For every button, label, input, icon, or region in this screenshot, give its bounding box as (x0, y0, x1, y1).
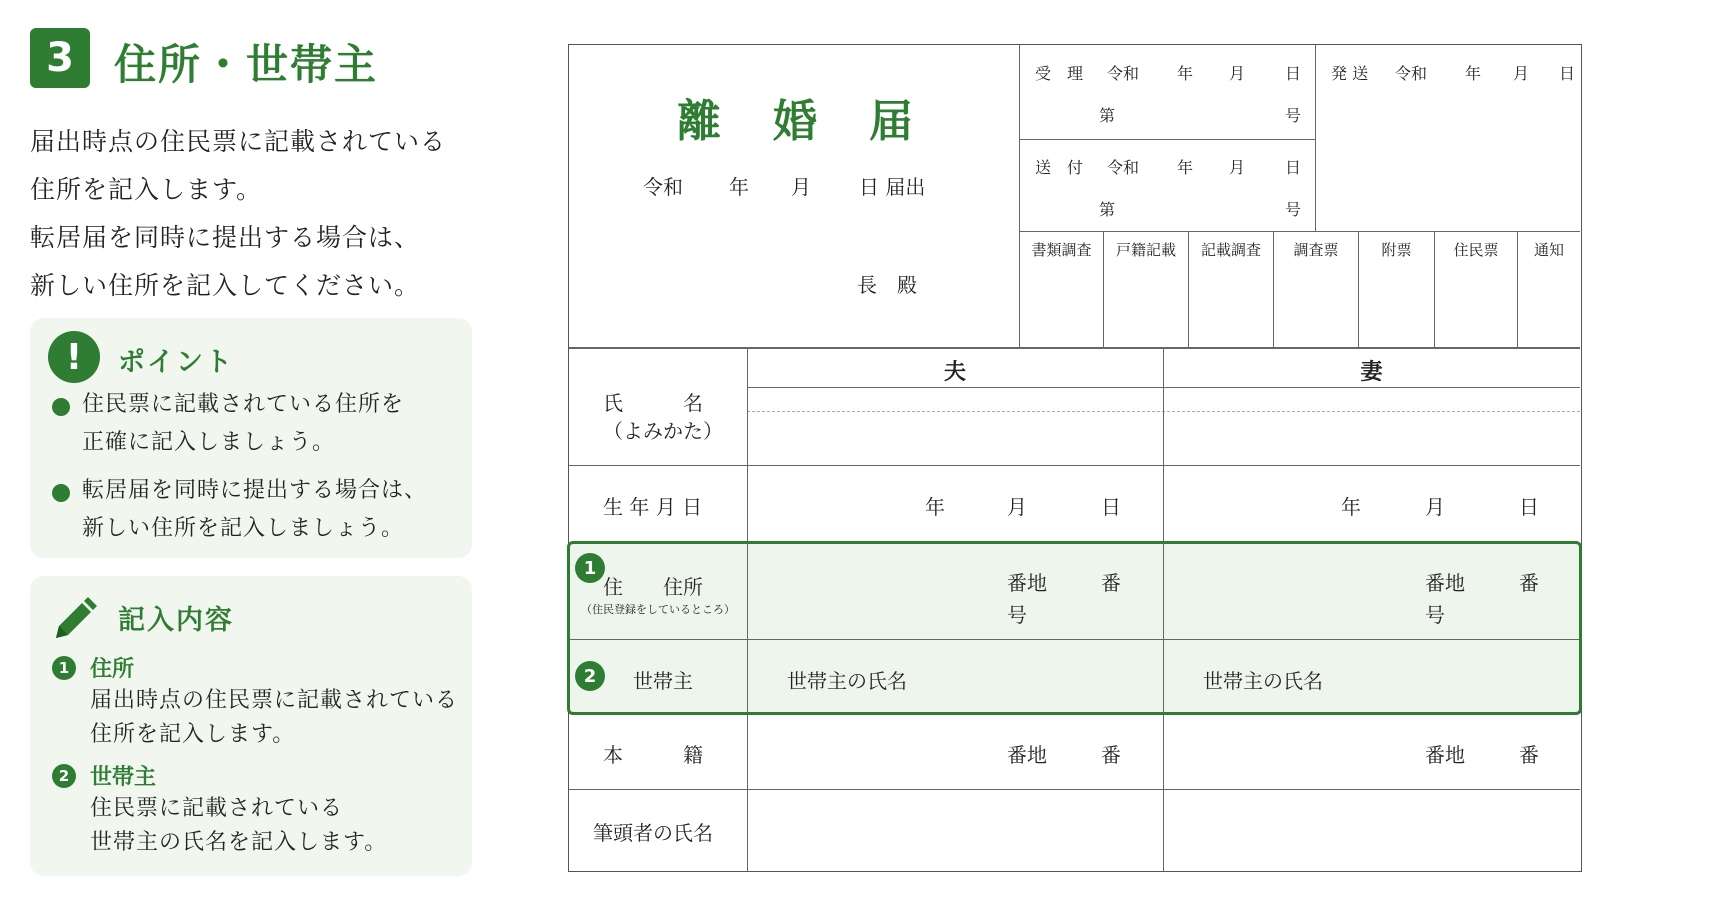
receipt-day: 日 (1285, 64, 1302, 83)
forward-era: 令和 (1107, 158, 1140, 177)
honseki-banchi-husband: 番地 (1007, 743, 1047, 767)
entry-item-title: 住所 (90, 657, 135, 682)
point-title: ポイント (118, 347, 234, 378)
entry-item-line: 世帯主の氏名を記入します。 (90, 830, 388, 855)
householder-name-wife[interactable]: 世帯主の氏名 (1203, 669, 1323, 693)
bullet-dot (52, 484, 70, 502)
date-month: 月 (791, 175, 811, 199)
householder-label: 世帯主 (633, 669, 693, 693)
entry-item-title: 世帯主 (90, 765, 157, 790)
intro-text (30, 118, 446, 310)
intro-line: 届出時点の住民票に記載されている (30, 127, 447, 156)
head-of-register-label: 筆頭者の氏名 (593, 821, 713, 845)
entry-item-line: 住民票に記載されている (90, 796, 344, 821)
date-year: 年 (729, 175, 749, 199)
address-label: 住 住所 (603, 575, 703, 599)
address-sub-label: （住民登録をしているところ） (581, 603, 735, 616)
entry-number-badge: 2 (52, 764, 76, 788)
check-column-label: 住民票 (1453, 241, 1499, 259)
name-reading-label: （よみかた） (603, 419, 723, 443)
divider (569, 347, 1580, 349)
point-bullet-2 (82, 472, 427, 548)
entry-item-line: 届出時点の住民票に記載されている (90, 688, 459, 713)
entry-item-text (90, 792, 387, 860)
point-bullet-line: 正確に記入しましょう。 (82, 430, 336, 455)
dispatch-label: 発 送 (1331, 64, 1369, 83)
forward-day: 日 (1285, 158, 1302, 177)
bullet-dot (52, 398, 70, 416)
date-day-submitted: 日 届出 (859, 175, 926, 199)
point-bullet-1 (82, 386, 404, 462)
receipt-year: 年 (1177, 64, 1194, 83)
honseki-banchi-wife: 番地 (1425, 743, 1465, 767)
receipt-era: 令和 (1107, 64, 1140, 83)
ban-husband: 番 (1101, 571, 1121, 595)
honseki-label: 本 籍 (603, 743, 703, 767)
highlight-border (567, 541, 1582, 715)
dispatch-month: 月 (1513, 64, 1530, 83)
dispatch-era: 令和 (1395, 64, 1428, 83)
exclamation-icon: ! (48, 331, 100, 383)
householder-name-husband[interactable]: 世帯主の氏名 (787, 669, 907, 693)
intro-line: 新しい住所を記入してください。 (30, 271, 421, 300)
divider (1020, 231, 1580, 232)
marker-2-badge: 2 (575, 661, 605, 691)
birth-year-wife: 年 (1341, 495, 1361, 519)
step-title: 住所・世帯主 (114, 40, 379, 89)
banchi-wife: 番地 (1425, 571, 1465, 595)
divider (569, 465, 1580, 466)
wife-header: 妻 (1360, 360, 1383, 385)
check-column-label: 戸籍記載 (1115, 241, 1176, 259)
point-bullet-line: 新しい住所を記入しましょう。 (82, 516, 405, 541)
divider (1315, 45, 1316, 231)
intro-line: 転居届を同時に提出する場合は、 (30, 223, 421, 252)
check-column-label: 調査票 (1293, 241, 1339, 259)
honseki-ban-husband: 番 (1101, 743, 1121, 767)
banchi-husband: 番地 (1007, 571, 1047, 595)
addressee: 長 殿 (857, 273, 917, 297)
dispatch-year: 年 (1465, 64, 1482, 83)
divider (569, 789, 1580, 790)
go-wife: 号 (1425, 603, 1445, 627)
divider (1020, 139, 1315, 140)
date-era: 令和 (643, 175, 683, 199)
ban-wife: 番 (1519, 571, 1539, 595)
entry-title: 記入内容 (118, 605, 234, 636)
birth-label: 生 年 月 日 (603, 495, 703, 519)
divider (1019, 45, 1020, 347)
divorce-form (568, 44, 1582, 872)
forward-no-prefix: 第 (1099, 200, 1116, 219)
check-column-label: 通知 (1533, 241, 1564, 259)
birth-day-husband: 日 (1101, 495, 1121, 519)
step-number-badge: 3 (30, 28, 90, 88)
point-bullet-line: 転居届を同時に提出する場合は、 (82, 478, 428, 503)
entry-item-line: 住所を記入します。 (90, 722, 296, 747)
check-column-label: 書類調査 (1031, 241, 1092, 259)
husband-header: 夫 (943, 360, 966, 385)
forward-label: 送 付 (1035, 158, 1084, 177)
receipt-no-prefix: 第 (1099, 106, 1116, 125)
birth-year-husband: 年 (925, 495, 945, 519)
receipt-month: 月 (1229, 64, 1246, 83)
entry-number-badge: 1 (52, 656, 76, 680)
name-label: 氏 名 (603, 391, 703, 415)
forward-year: 年 (1177, 158, 1194, 177)
forward-no-suffix: 号 (1285, 200, 1302, 219)
entry-item-text (90, 684, 458, 752)
form-title: 離 婚 届 (677, 96, 917, 147)
intro-line: 住所を記入します。 (30, 175, 263, 204)
honseki-ban-wife: 番 (1519, 743, 1539, 767)
birth-day-wife: 日 (1519, 495, 1539, 519)
point-bullet-line: 住民票に記載されている住所を (82, 392, 405, 417)
receipt-no-suffix: 号 (1285, 106, 1302, 125)
birth-month-husband: 月 (1007, 495, 1027, 519)
check-column-label: 附票 (1381, 241, 1412, 259)
marker-1-badge: 1 (575, 553, 605, 583)
check-column-label: 記載調査 (1200, 241, 1261, 259)
birth-month-wife: 月 (1425, 495, 1445, 519)
dispatch-day: 日 (1559, 64, 1576, 83)
receipt-label: 受 理 (1035, 64, 1084, 83)
forward-month: 月 (1229, 158, 1246, 177)
go-husband: 号 (1007, 603, 1027, 627)
pencil-icon (50, 596, 98, 644)
